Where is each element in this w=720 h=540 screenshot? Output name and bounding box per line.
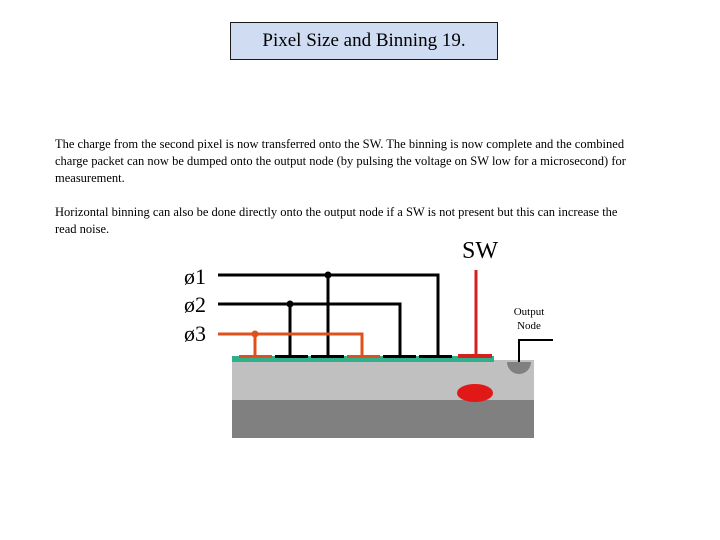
- phase2-label: ø2: [184, 292, 206, 317]
- phase1-wire: [218, 275, 438, 357]
- phase1-label: ø1: [184, 264, 206, 289]
- gate-phase3-a: [239, 355, 272, 358]
- sw-gate: [458, 354, 492, 358]
- gate-phase2-b: [383, 355, 416, 358]
- slide-title: Pixel Size and Binning 19.: [230, 22, 498, 60]
- gate-phase2-a: [275, 355, 308, 358]
- phase2-wire: [218, 304, 400, 357]
- phase2-junction: [287, 301, 294, 308]
- phase3-junction: [252, 331, 259, 338]
- phase1-junction: [325, 272, 332, 279]
- output-node-wire: [519, 340, 553, 362]
- gate-phase1-a: [311, 355, 344, 358]
- sw-label: SW: [462, 238, 498, 264]
- gate-phase1-b: [419, 355, 452, 358]
- note-paragraph: Horizontal binning can also be done directly onto the output node if a SW is not present but this can increase the read noise.: [55, 205, 618, 236]
- description-paragraph: The charge from the second pixel is now transferred onto the SW. The binning is now complete and the combined charge packet can now be dumped onto the output node (by pulsing the voltage on SW low for a microsecond) for measurement.: [55, 137, 626, 185]
- charge-packet: [457, 384, 493, 402]
- phase3-label: ø3: [184, 321, 206, 346]
- substrate-bottom-layer: [232, 400, 534, 438]
- output-node-label: Output Node: [513, 306, 545, 332]
- gate-phase3-b: [347, 355, 380, 358]
